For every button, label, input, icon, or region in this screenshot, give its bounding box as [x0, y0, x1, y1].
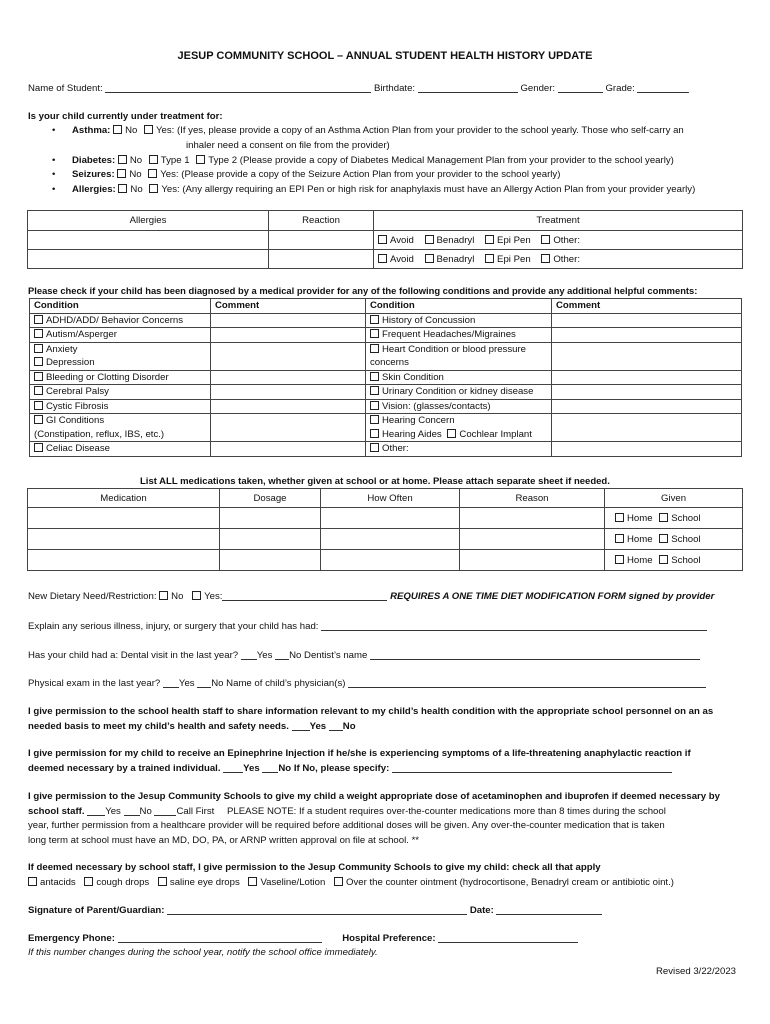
physical-no-blank[interactable]: [197, 687, 211, 688]
medication-cell[interactable]: [28, 550, 220, 571]
emergency-note: If this number changes during the school year, notify the school office immediately.: [28, 947, 378, 958]
grade-field[interactable]: [637, 92, 689, 93]
physical-yes-label: Yes: [178, 678, 195, 689]
share-no-blank[interactable]: [329, 730, 343, 731]
diabetes-type2-label: Type 2 (Please provide a copy of Diabetes Medical Management Plan from your provider to the school yearly): [208, 154, 674, 166]
given-cell: [605, 508, 743, 529]
allergies-yes-checkbox[interactable]: [149, 184, 158, 193]
permission-share: [28, 705, 713, 734]
condition-checkbox[interactable]: [447, 429, 456, 438]
table-row: [28, 231, 743, 250]
avoid-label: Avoid: [390, 234, 414, 246]
meds-no-blank[interactable]: [124, 815, 140, 816]
comment-cell[interactable]: [552, 328, 742, 343]
comment-cell[interactable]: [552, 342, 742, 370]
condition-checkbox[interactable]: [370, 443, 379, 452]
ointment-checkbox[interactable]: [334, 877, 343, 886]
condition-label: Urinary Condition or kidney disease: [382, 386, 534, 397]
diet-line: [28, 591, 714, 602]
diabetes-no-checkbox[interactable]: [118, 155, 127, 164]
home-checkbox[interactable]: [615, 555, 624, 564]
permission-meds: [28, 790, 720, 848]
dosage-cell[interactable]: [220, 508, 321, 529]
allergies-no-checkbox[interactable]: [118, 184, 127, 193]
med-header-dosage: Dosage: [220, 489, 321, 508]
table-row: [28, 250, 743, 269]
comment-cell[interactable]: [552, 385, 742, 400]
comment-cell[interactable]: [211, 328, 366, 343]
medications-table: [27, 488, 743, 571]
condition-label: ADHD/ADD/ Behavior Concerns: [46, 314, 184, 326]
vaseline-checkbox[interactable]: [248, 877, 257, 886]
student-info-line: [28, 83, 689, 94]
condition-header-left: Condition: [30, 299, 211, 314]
treatment-list: [72, 124, 695, 198]
med-header-how-often: How Often: [321, 489, 460, 508]
condition-checkbox[interactable]: [34, 415, 43, 424]
med-header-medication: Medication: [28, 489, 220, 508]
dental-yes-label: Yes: [256, 650, 273, 661]
condition-label: Cerebral Palsy: [46, 386, 109, 397]
avoid-label: Avoid: [390, 253, 414, 265]
reason-cell[interactable]: [460, 529, 605, 550]
student-name-label: Name of Student:: [28, 83, 103, 94]
comment-cell[interactable]: [211, 385, 366, 400]
permission-meds-text: I give permission to the Jesup Community Schools to give my child a weight appropriate dose of acetaminophen and ibuprofen if deemed necessary by: [28, 791, 720, 802]
epipen-checkbox[interactable]: [485, 235, 494, 244]
permission-share-text2: needed basis to meet my child’s health and safety needs.: [28, 720, 289, 732]
how-often-cell[interactable]: [321, 508, 460, 529]
table-row: [30, 313, 742, 328]
school-checkbox[interactable]: [659, 555, 668, 564]
table-row: [30, 328, 742, 343]
birthdate-label: Birthdate:: [374, 83, 416, 94]
comment-cell[interactable]: [211, 414, 366, 442]
given-cell: [605, 529, 743, 550]
table-row: [30, 414, 742, 442]
signature-field[interactable]: [167, 914, 467, 915]
condition-label: Skin Condition: [382, 371, 444, 383]
allergy-header-allergies: Allergies: [28, 211, 269, 231]
epi-no-blank[interactable]: [262, 772, 278, 773]
avoid-checkbox[interactable]: [378, 254, 387, 263]
asthma-no-label: No: [125, 125, 138, 136]
date-field[interactable]: [496, 914, 602, 915]
reason-cell[interactable]: [460, 550, 605, 571]
seizures-label: Seizures:: [72, 169, 115, 181]
signature-label: Signature of Parent/Guardian:: [28, 905, 165, 916]
epi-no-label: No If No, please specify:: [278, 762, 390, 774]
table-row: [28, 508, 743, 529]
home-checkbox[interactable]: [615, 513, 624, 522]
diabetes-type1-checkbox[interactable]: [149, 155, 158, 164]
other-label: Other:: [553, 253, 580, 265]
condition-label: Hearing Aides: [382, 428, 442, 440]
diet-no-checkbox[interactable]: [159, 591, 168, 600]
cough-drops-label: cough drops: [96, 877, 150, 888]
benadryl-checkbox[interactable]: [425, 235, 434, 244]
signature-line: [28, 905, 602, 916]
other-checkbox[interactable]: [541, 254, 550, 263]
revised-date: Revised 3/22/2023: [656, 966, 737, 977]
dosage-cell[interactable]: [220, 550, 321, 571]
table-row: [30, 342, 742, 370]
condition-checkbox[interactable]: [370, 329, 379, 338]
condition-header-right: Condition: [366, 299, 552, 314]
conditions-table: [29, 298, 742, 457]
condition-label: Frequent Headaches/Migraines: [382, 329, 516, 340]
condition-label: Vision: (glasses/contacts): [382, 400, 491, 412]
comment-cell[interactable]: [211, 313, 366, 328]
condition-checkbox[interactable]: [34, 315, 43, 324]
seizures-yes-label: Yes: (Please provide a copy of the Seizure Action Plan from your provider to the school yearly): [160, 169, 561, 181]
condition-checkbox[interactable]: [34, 344, 43, 353]
page-title: JESUP COMMUNITY SCHOOL – ANNUAL STUDENT HEALTH HISTORY UPDATE: [177, 50, 593, 62]
condition-checkbox[interactable]: [370, 429, 379, 438]
seizures-no-checkbox[interactable]: [117, 169, 126, 178]
seizures-yes-checkbox[interactable]: [148, 169, 157, 178]
medication-cell[interactable]: [28, 529, 220, 550]
share-no-label: No: [342, 720, 356, 732]
asthma-yes-continued: inhaler need a consent on file from the provider): [186, 139, 390, 151]
school-checkbox[interactable]: [659, 534, 668, 543]
medications-heading: List ALL medications taken, whether given at school or at home. Please attach separate sheet if needed.: [140, 476, 610, 487]
condition-checkbox[interactable]: [370, 415, 379, 424]
diet-label: New Dietary Need/Restriction:: [28, 591, 157, 602]
birthdate-field[interactable]: [418, 92, 518, 93]
comment-cell[interactable]: [552, 399, 742, 414]
student-name-field[interactable]: [105, 92, 371, 93]
benadryl-label: Benadryl: [436, 234, 475, 246]
physical-yes-blank[interactable]: [163, 687, 179, 688]
treatment-options: [374, 250, 743, 269]
date-label: Date:: [469, 905, 494, 916]
meds-yes-blank[interactable]: [87, 815, 105, 816]
diabetes-type1-label: Type 1: [160, 154, 190, 166]
dosage-cell[interactable]: [220, 529, 321, 550]
illness-field[interactable]: [321, 630, 707, 631]
share-yes-label: Yes: [309, 720, 327, 732]
how-often-cell[interactable]: [321, 529, 460, 550]
saline-checkbox[interactable]: [158, 877, 167, 886]
condition-label: (Constipation, reflux, IBS, etc.): [34, 428, 165, 440]
condition-checkbox[interactable]: [34, 357, 43, 366]
table-row: [30, 442, 742, 457]
illness-label: Explain any serious illness, injury, or surgery that your child has had:: [28, 621, 319, 632]
epi-specify-field[interactable]: [392, 772, 672, 773]
permission-epi-text: I give permission for my child to receive an Epinephrine Injection if he/she is experiencing symptoms of a life-threatening anaphylactic reaction if: [28, 748, 691, 759]
diet-note: REQUIRES A ONE TIME DIET MODIFICATION FORM signed by provider: [390, 591, 715, 602]
allergies-label: Allergies:: [72, 184, 116, 196]
medication-cell[interactable]: [28, 508, 220, 529]
physical-label: Physical exam in the last year?: [28, 678, 161, 689]
school-label: School: [671, 533, 701, 545]
allergy-cell[interactable]: [28, 250, 269, 269]
diet-yes-label: Yes:: [204, 591, 223, 602]
gender-label: Gender:: [520, 83, 556, 94]
share-yes-blank[interactable]: [292, 730, 310, 731]
otc-heading: If deemed necessary by school staff, I give permission to the Jesup Community Schools to give my child: check all that apply: [28, 862, 601, 873]
benadryl-label: Benadryl: [436, 253, 475, 265]
antacids-label: antacids: [40, 877, 76, 888]
med-header-reason: Reason: [460, 489, 605, 508]
condition-checkbox[interactable]: [370, 386, 379, 395]
med-header-given: Given: [605, 489, 743, 508]
condition-checkbox[interactable]: [34, 329, 43, 338]
condition-label: Heart Condition or blood pressure: [382, 343, 526, 355]
condition-label: Hearing Concern: [382, 415, 455, 426]
hospital-field[interactable]: [438, 942, 578, 943]
seizures-no-label: No: [129, 169, 142, 181]
antacids-checkbox[interactable]: [28, 877, 37, 886]
condition-checkbox[interactable]: [370, 372, 379, 381]
asthma-item: [72, 124, 695, 154]
meds-note-line3: year, further permission from a healthcare provider will be required before additional doses will be given. Any over-the-counter medication that is taken: [28, 820, 665, 831]
treatment-heading: Is your child currently under treatment for:: [28, 111, 223, 122]
table-row: [28, 529, 743, 550]
allergies-item: [72, 183, 695, 198]
condition-label: GI Conditions: [46, 415, 105, 426]
seizures-item: [72, 168, 695, 183]
comment-cell[interactable]: [552, 313, 742, 328]
permission-meds-text2: school staff.: [28, 805, 85, 817]
allergy-header-treatment: Treatment: [374, 211, 743, 231]
cough-drops-checkbox[interactable]: [84, 877, 93, 886]
asthma-label: Asthma:: [72, 125, 111, 136]
dental-yes-blank[interactable]: [241, 659, 257, 660]
comment-cell[interactable]: [552, 442, 742, 457]
saline-label: saline eye drops: [169, 877, 240, 888]
avoid-checkbox[interactable]: [378, 235, 387, 244]
diabetes-no-label: No: [129, 154, 143, 166]
conditions-heading: Please check if your child has been diagnosed by a medical provider for any of the following conditions and provide any additional helpful comments:: [28, 285, 698, 296]
condition-label: concerns: [370, 357, 409, 368]
allergy-cell[interactable]: [28, 231, 269, 250]
epi-yes-blank[interactable]: [223, 772, 243, 773]
condition-checkbox[interactable]: [34, 386, 43, 395]
other-label: Other:: [553, 234, 580, 246]
allergies-no-label: No: [130, 184, 143, 196]
meds-no-label: No: [139, 805, 152, 817]
home-checkbox[interactable]: [615, 534, 624, 543]
comment-cell[interactable]: [211, 342, 366, 370]
diet-no-label: No: [171, 591, 184, 602]
permission-epi-text2: deemed necessary by a trained individual.: [28, 762, 221, 774]
otc-options: [28, 877, 674, 888]
how-often-cell[interactable]: [321, 550, 460, 571]
grade-label: Grade:: [605, 83, 635, 94]
ointment-label: Over the counter ointment (hydrocortisone, Benadryl cream or antibiotic oint.): [346, 877, 674, 888]
condition-label: Bleeding or Clotting Disorder: [46, 371, 169, 383]
school-label: School: [671, 554, 701, 566]
dental-line: [28, 650, 700, 661]
home-label: Home: [627, 533, 653, 545]
condition-label: History of Concussion: [382, 314, 476, 326]
diabetes-type2-checkbox[interactable]: [196, 155, 205, 164]
condition-checkbox[interactable]: [34, 372, 43, 381]
asthma-no-checkbox[interactable]: [113, 125, 122, 134]
epipen-label: Epi Pen: [497, 234, 531, 246]
reason-cell[interactable]: [460, 508, 605, 529]
condition-checkbox[interactable]: [34, 401, 43, 410]
comment-header-left: Comment: [211, 299, 366, 314]
dentist-name-field[interactable]: [370, 659, 700, 660]
hospital-label: Hospital Preference:: [342, 933, 436, 944]
epipen-checkbox[interactable]: [485, 254, 494, 263]
condition-checkbox[interactable]: [34, 443, 43, 452]
permission-share-text: I give permission to the school health staff to share information relevant to my child’s health condition with the appropriate school personnel on an as: [28, 706, 714, 717]
comment-cell[interactable]: [552, 370, 742, 385]
reaction-cell[interactable]: [269, 231, 374, 250]
condition-label: Autism/Asperger: [46, 329, 117, 340]
comment-cell[interactable]: [211, 399, 366, 414]
meds-yes-label: Yes: [105, 805, 121, 817]
table-row: [30, 385, 742, 400]
physical-line: [28, 678, 706, 689]
table-row: [30, 399, 742, 414]
diabetes-label: Diabetes:: [72, 154, 116, 166]
home-label: Home: [627, 554, 653, 566]
benadryl-checkbox[interactable]: [425, 254, 434, 263]
emergency-phone-field[interactable]: [118, 942, 322, 943]
diabetes-item: [72, 154, 695, 169]
meds-call-blank[interactable]: [154, 815, 176, 816]
home-label: Home: [627, 512, 653, 524]
condition-checkbox[interactable]: [370, 401, 379, 410]
condition-label: Cochlear Implant: [459, 428, 532, 440]
illness-line: [28, 621, 707, 632]
epipen-label: Epi Pen: [497, 253, 531, 265]
emergency-line: [28, 933, 578, 944]
condition-label: Cystic Fibrosis: [46, 400, 109, 412]
condition-label: Anxiety: [46, 343, 78, 355]
emergency-phone-label: Emergency Phone:: [28, 933, 115, 944]
dental-label: Has your child had a: Dental visit in the last year?: [28, 650, 239, 661]
other-checkbox[interactable]: [541, 235, 550, 244]
comment-cell[interactable]: [552, 414, 742, 442]
dental-no-blank[interactable]: [275, 659, 289, 660]
asthma-yes-checkbox[interactable]: [144, 125, 153, 134]
comment-cell[interactable]: [211, 370, 366, 385]
table-row: [28, 550, 743, 571]
physician-name-field[interactable]: [348, 687, 706, 688]
condition-checkbox[interactable]: [370, 344, 379, 353]
given-cell: [605, 550, 743, 571]
comment-cell[interactable]: [211, 442, 366, 457]
allergies-yes-label: Yes: (Any allergy requiring an EPI Pen or high risk for anaphylaxis must have an Allergy Action Plan from your provider yearly): [161, 184, 696, 196]
allergy-table: [27, 210, 743, 269]
allergy-header-reaction: Reaction: [269, 211, 374, 231]
meds-call-label: Call First: [176, 805, 215, 817]
permission-epi: [28, 747, 691, 776]
dental-no-label: No Dentist’s name: [289, 650, 368, 661]
vaseline-label: Vaseline/Lotion: [260, 877, 326, 888]
condition-label: Depression: [46, 357, 95, 368]
condition-label: Other:: [382, 443, 409, 454]
treatment-options: [374, 231, 743, 250]
meds-note-line4: long term at school must have an MD, DO, PA, or ARNP written approval on file at school. **: [28, 834, 420, 846]
gender-field[interactable]: [558, 92, 603, 93]
diet-yes-field[interactable]: [222, 600, 387, 601]
condition-checkbox[interactable]: [370, 315, 379, 324]
condition-label: Celiac Disease: [46, 443, 110, 454]
asthma-yes-label: Yes: (If yes, please provide a copy of an Asthma Action Plan from your provider to the school yearly. Those who self-carry an: [156, 125, 684, 136]
physical-no-label: No Name of child’s physician(s): [211, 678, 346, 689]
table-row: [30, 370, 742, 385]
school-label: School: [671, 512, 701, 524]
school-checkbox[interactable]: [659, 513, 668, 522]
epi-yes-label: Yes: [243, 762, 260, 774]
comment-header-right: Comment: [552, 299, 742, 314]
diet-yes-checkbox[interactable]: [192, 591, 201, 600]
meds-note: PLEASE NOTE: If a student requires over-the-counter medications more than 8 times during the school: [226, 805, 666, 817]
reaction-cell[interactable]: [269, 250, 374, 269]
